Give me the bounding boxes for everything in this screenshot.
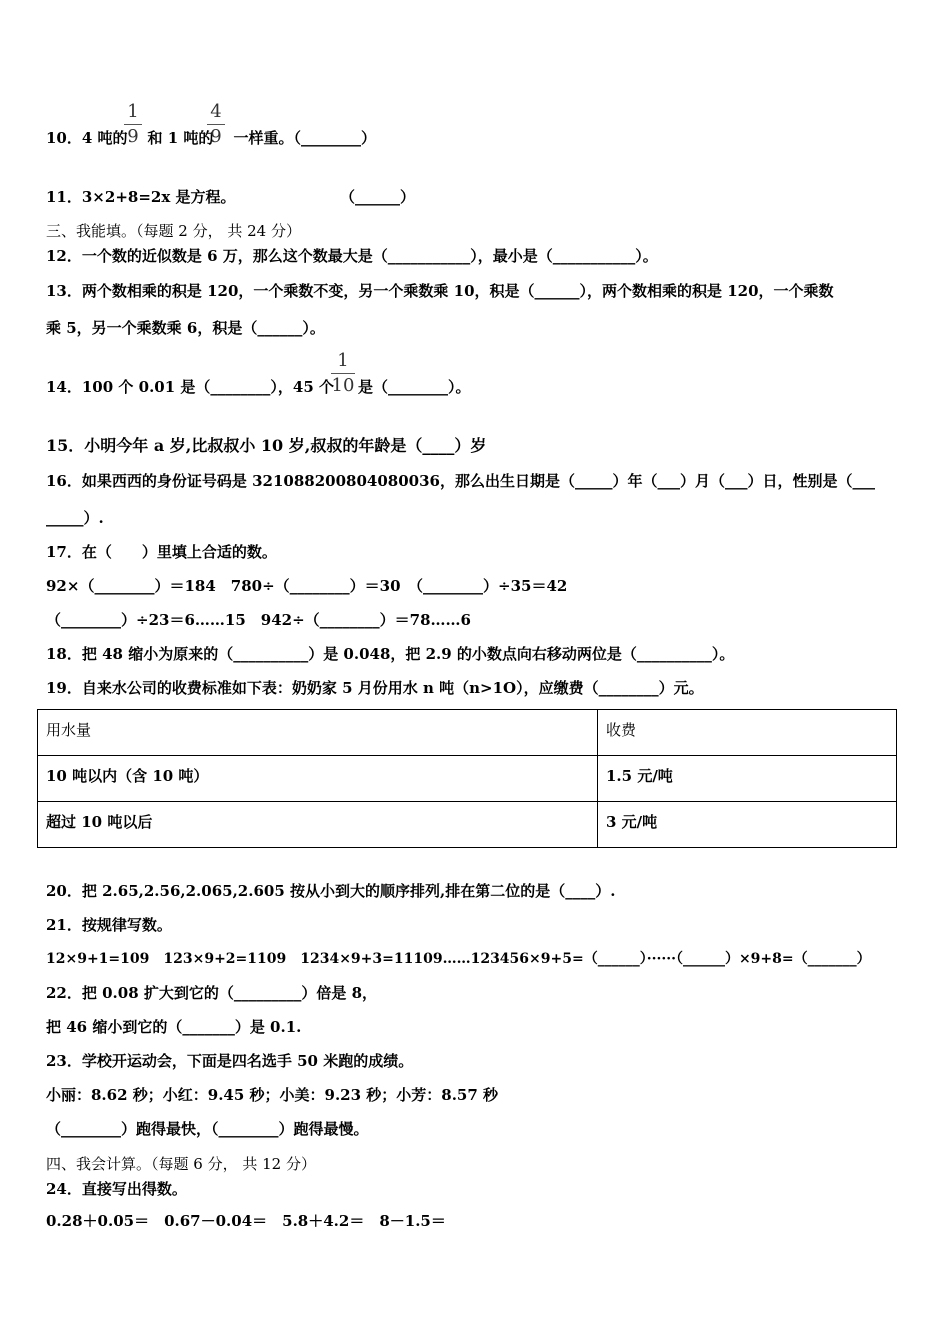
question-22-line1: 22．把 0.08 扩大到它的（_________）倍是 8，	[46, 984, 378, 1002]
question-17: 17．在（ ）里填上合适的数。	[46, 543, 277, 561]
table-header-row	[38, 710, 897, 756]
question-13-line1: 13．两个数相乘的积是 120，一个乘数不变，另一个乘数乘 10，积是（______），两个数相乘的积是 120，一个乘数	[46, 282, 834, 300]
question-14	[46, 377, 471, 397]
section-3-heading: 三、我能填。（每题 2 分， 共 24 分）	[46, 222, 301, 240]
question-13-line2: 乘 5，另一个乘数乘 6，积是（______）。	[46, 319, 325, 337]
question-16-line1: 16．如果西西的身份证号码是 321088200804080036，那么出生日期是（_____）年（___）月（___）日，性别是（___	[46, 472, 875, 490]
fraction-1-9: 1 9	[124, 101, 142, 148]
q10-text-a: 10．4 吨的	[46, 129, 128, 147]
question-21: 21．按规律写数。	[46, 916, 172, 934]
q10-text-b: 和 1 吨的	[147, 129, 214, 147]
table-cell: 超过 10 吨以后	[38, 802, 598, 848]
table-header-cell: 用水量	[38, 710, 598, 756]
question-24-row: 0.28＋0.05＝ 0.67－0.04＝ 5.8＋4.2＝ 8－1.5＝	[46, 1212, 446, 1230]
table-cell: 3 元/吨	[598, 802, 897, 848]
water-fee-table	[37, 709, 897, 848]
q10-text-c: 一样重。（________）	[233, 129, 376, 147]
question-22-line2: 把 46 缩小到它的（_______）是 0.1.	[46, 1018, 302, 1036]
question-16-line2: _____）.	[46, 509, 104, 527]
table-cell: 1.5 元/吨	[598, 756, 897, 802]
question-21-row: 12×9+1=109 123×9+2=1109 1234×9+3=11109……123456×9+5=（______）······（______）×9+8=（_______）	[46, 951, 871, 967]
question-24: 24．直接写出得数。	[46, 1180, 187, 1198]
question-23-blanks: （________）跑得最快，（________）跑得最慢。	[46, 1120, 369, 1138]
table-row	[38, 802, 897, 848]
question-19: 19．自来水公司的收费标准如下表：奶奶家 5 月份用水 n 吨（n>1O），应缴费（________）元。	[46, 679, 704, 697]
question-12: 12．一个数的近似数是 6 万，那么这个数最大是（___________），最小是（___________）。	[46, 247, 658, 265]
question-17-row2: （________）÷23＝6……15 942÷（________）＝78……6	[46, 611, 471, 629]
table-cell: 10 吨以内（含 10 吨）	[38, 756, 598, 802]
table-row	[38, 756, 897, 802]
table-header-cell: 收费	[598, 710, 897, 756]
question-23-results: 小丽：8.62 秒；小红：9.45 秒；小美：9.23 秒；小芳：8.57 秒	[46, 1086, 499, 1104]
q11-blank: （______）	[340, 188, 416, 206]
section-4-heading: 四、我会计算。（每题 6 分， 共 12 分）	[46, 1155, 316, 1173]
question-15: 15．小明今年 a 岁,比叔叔小 10 岁,叔叔的年龄是（____）岁	[46, 436, 487, 455]
question-18: 18．把 48 缩小为原来的（__________）是 0.048，把 2.9 的小数点向右移动两位是（__________）。	[46, 645, 735, 663]
fraction-1-10: 1 10	[331, 350, 355, 396]
fraction-4-9: 4 9	[207, 101, 225, 148]
q14-text-a: 14．100 个 0.01 是（________），45 个	[46, 378, 334, 396]
question-17-row1: 92×（________）＝184 780÷（________）＝30 （________）÷35＝42	[46, 577, 568, 595]
q11-text: 11．3×2+8=2x 是方程。	[46, 188, 236, 206]
q14-text-b: 是（________）。	[357, 378, 471, 396]
question-11	[46, 187, 236, 207]
question-23: 23．学校开运动会，下面是四名选手 50 米跑的成绩。	[46, 1052, 414, 1070]
question-20: 20．把 2.65,2.56,2.065,2.605 按从小到大的顺序排列,排在第二位的是（____）.	[46, 882, 616, 900]
